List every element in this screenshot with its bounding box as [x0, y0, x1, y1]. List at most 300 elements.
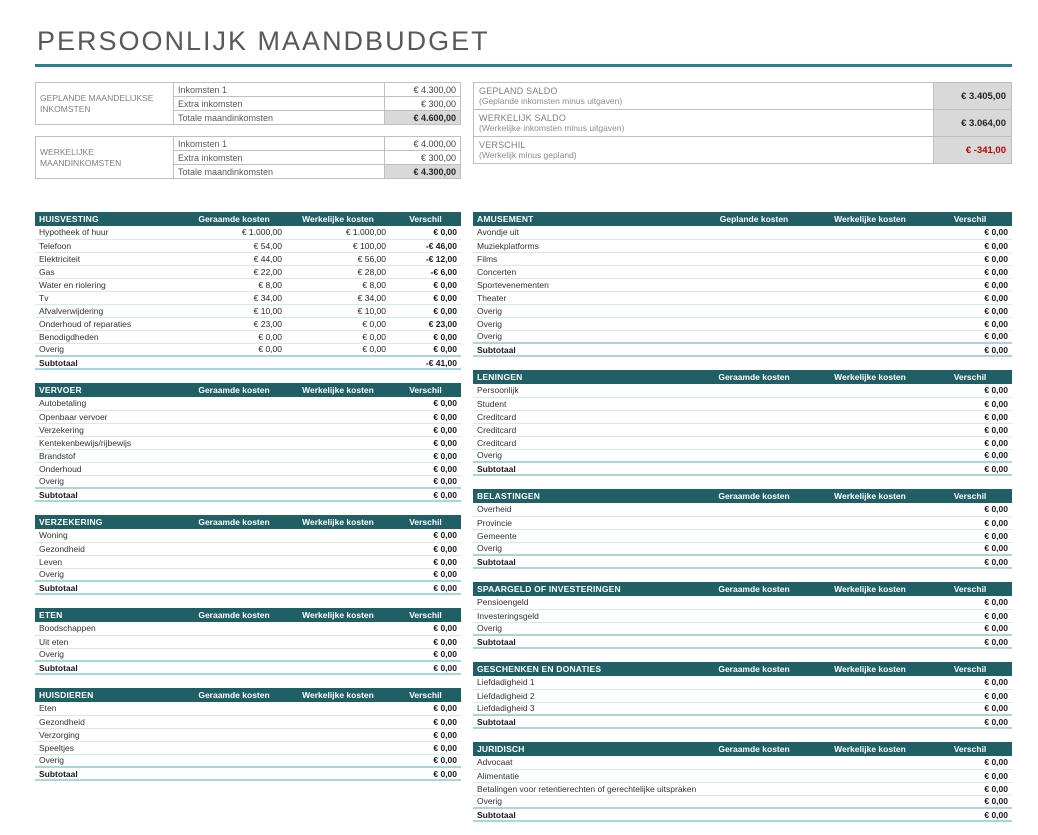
- value-cell[interactable]: [812, 436, 928, 449]
- value-cell[interactable]: [286, 715, 390, 728]
- column-header[interactable]: Geraamde kosten: [696, 489, 812, 503]
- row-label-cell[interactable]: Leven: [35, 555, 182, 568]
- column-header[interactable]: Verschil: [390, 688, 461, 702]
- value-cell[interactable]: [812, 676, 928, 689]
- table-title[interactable]: BELASTINGEN: [473, 489, 696, 503]
- row-label-cell[interactable]: Uit eten: [35, 635, 182, 648]
- value-cell[interactable]: € 0,00: [390, 702, 461, 715]
- value-cell[interactable]: [286, 702, 390, 715]
- row-label-cell[interactable]: Tv: [35, 291, 182, 304]
- value-cell[interactable]: € 0,00: [928, 503, 1012, 516]
- column-header[interactable]: Verschil: [928, 742, 1012, 756]
- saldo-value-cell[interactable]: € 3.064,00: [934, 110, 1012, 137]
- value-cell[interactable]: € 0,00: [928, 291, 1012, 304]
- row-label-cell[interactable]: Eten: [35, 702, 182, 715]
- value-cell[interactable]: € 0,00: [286, 317, 390, 330]
- row-label-cell[interactable]: Avondje uit: [473, 226, 696, 239]
- table-title[interactable]: ETEN: [35, 608, 182, 622]
- column-header[interactable]: Werkelijke kosten: [812, 582, 928, 596]
- value-cell[interactable]: € 34,00: [286, 291, 390, 304]
- row-label-cell[interactable]: Onderhoud of reparaties: [35, 317, 182, 330]
- value-cell[interactable]: [696, 423, 812, 436]
- value-cell[interactable]: € 34,00: [182, 291, 286, 304]
- saldo-value-cell[interactable]: € -341,00: [934, 137, 1012, 164]
- column-header[interactable]: Verschil: [928, 582, 1012, 596]
- row-label-cell[interactable]: Gemeente: [473, 529, 696, 542]
- value-cell[interactable]: [286, 475, 390, 488]
- column-header[interactable]: Werkelijke kosten: [812, 662, 928, 676]
- row-label-cell[interactable]: Afvalverwijdering: [35, 304, 182, 317]
- value-cell[interactable]: [812, 782, 928, 795]
- value-cell[interactable]: [696, 397, 812, 410]
- value-cell[interactable]: [286, 423, 390, 436]
- value-cell[interactable]: [812, 278, 928, 291]
- row-label-cell[interactable]: Overig: [473, 317, 696, 330]
- value-cell[interactable]: [812, 330, 928, 343]
- column-header[interactable]: Werkelijke kosten: [286, 383, 390, 397]
- subtotal-value-cell[interactable]: € 0,00: [928, 715, 1012, 728]
- column-header[interactable]: Geplande kosten: [696, 212, 812, 226]
- value-cell[interactable]: [286, 622, 390, 635]
- value-cell[interactable]: [812, 609, 928, 622]
- column-header[interactable]: Verschil: [390, 383, 461, 397]
- value-cell[interactable]: [182, 622, 286, 635]
- value-cell[interactable]: [696, 291, 812, 304]
- value-cell[interactable]: [182, 702, 286, 715]
- column-header[interactable]: Verschil: [928, 489, 1012, 503]
- value-cell[interactable]: [812, 715, 928, 728]
- row-label-cell[interactable]: Overig: [473, 622, 696, 635]
- value-cell[interactable]: [286, 529, 390, 542]
- table-title[interactable]: HUISVESTING: [35, 212, 182, 226]
- value-cell[interactable]: -€ 12,00: [390, 252, 461, 265]
- column-header[interactable]: Verschil: [390, 608, 461, 622]
- row-label-cell[interactable]: Overig: [35, 754, 182, 767]
- row-label-cell[interactable]: Gas: [35, 265, 182, 278]
- value-cell[interactable]: € 8,00: [286, 278, 390, 291]
- value-cell[interactable]: [696, 462, 812, 475]
- row-label-cell[interactable]: Sportevenementen: [473, 278, 696, 291]
- value-cell[interactable]: [696, 769, 812, 782]
- value-cell[interactable]: [812, 397, 928, 410]
- saldo-value-cell[interactable]: € 3.405,00: [934, 83, 1012, 110]
- saldo-label-cell[interactable]: [474, 110, 934, 137]
- value-cell[interactable]: € 0,00: [928, 252, 1012, 265]
- value-cell[interactable]: € 0,00: [928, 449, 1012, 462]
- row-label-cell[interactable]: Inkomsten 1: [174, 137, 385, 151]
- value-cell[interactable]: € 0,00: [182, 330, 286, 343]
- value-cell[interactable]: [696, 529, 812, 542]
- value-cell[interactable]: € 0,00: [928, 529, 1012, 542]
- row-label-cell[interactable]: Overig: [473, 449, 696, 462]
- row-label-cell[interactable]: Overig: [473, 330, 696, 343]
- value-cell[interactable]: € 0,00: [390, 568, 461, 581]
- value-cell[interactable]: € 0,00: [390, 635, 461, 648]
- column-header[interactable]: Geraamde kosten: [696, 370, 812, 384]
- value-cell[interactable]: [696, 503, 812, 516]
- value-cell[interactable]: € 0,00: [928, 689, 1012, 702]
- value-cell[interactable]: [812, 384, 928, 397]
- column-header[interactable]: Werkelijke kosten: [286, 515, 390, 529]
- row-label-cell[interactable]: Autobetaling: [35, 397, 182, 410]
- subtotal-label-cell[interactable]: Subtotaal: [473, 635, 696, 648]
- value-cell[interactable]: € 0,00: [928, 265, 1012, 278]
- value-cell[interactable]: [696, 304, 812, 317]
- row-label-cell[interactable]: Overig: [473, 542, 696, 555]
- value-cell[interactable]: € 0,00: [928, 304, 1012, 317]
- value-cell[interactable]: [286, 397, 390, 410]
- value-cell[interactable]: [696, 410, 812, 423]
- row-label-cell[interactable]: Water en riolering: [35, 278, 182, 291]
- value-cell[interactable]: € 8,00: [182, 278, 286, 291]
- value-cell[interactable]: [286, 410, 390, 423]
- value-cell[interactable]: [812, 343, 928, 356]
- column-header[interactable]: Werkelijke kosten: [286, 688, 390, 702]
- column-header[interactable]: Werkelijke kosten: [812, 489, 928, 503]
- subtotal-value-cell[interactable]: € 0,00: [928, 808, 1012, 821]
- value-cell[interactable]: € 44,00: [182, 252, 286, 265]
- column-header[interactable]: Geraamde kosten: [696, 662, 812, 676]
- row-label-cell[interactable]: Pensioengeld: [473, 596, 696, 609]
- subtotal-label-cell[interactable]: Subtotaal: [35, 661, 182, 674]
- row-label-cell[interactable]: Totale maandinkomsten: [174, 111, 385, 125]
- value-cell[interactable]: [812, 265, 928, 278]
- value-cell[interactable]: € 0,00: [928, 596, 1012, 609]
- saldo-label-cell[interactable]: [474, 83, 934, 110]
- row-label-cell[interactable]: Creditcard: [473, 436, 696, 449]
- subtotal-label-cell[interactable]: Subtotaal: [35, 356, 182, 369]
- value-cell[interactable]: € 0,00: [390, 622, 461, 635]
- row-label-cell[interactable]: Onderhoud: [35, 462, 182, 475]
- value-cell[interactable]: € 0,00: [928, 397, 1012, 410]
- row-label-cell[interactable]: Benodigdheden: [35, 330, 182, 343]
- column-header[interactable]: Werkelijke kosten: [812, 742, 928, 756]
- row-label-cell[interactable]: Advocaat: [473, 756, 696, 769]
- saldo-label-cell[interactable]: [474, 137, 934, 164]
- row-label-cell[interactable]: Extra inkomsten: [174, 97, 385, 111]
- value-cell[interactable]: [182, 715, 286, 728]
- row-label-cell[interactable]: Persoonlijk: [473, 384, 696, 397]
- value-cell[interactable]: [182, 449, 286, 462]
- row-label-cell[interactable]: Elektriciteit: [35, 252, 182, 265]
- row-label-cell[interactable]: Liefdadigheid 1: [473, 676, 696, 689]
- value-cell[interactable]: [812, 702, 928, 715]
- value-cell[interactable]: € 0,00: [928, 436, 1012, 449]
- row-label-cell[interactable]: Extra inkomsten: [174, 151, 385, 165]
- value-cell[interactable]: [696, 516, 812, 529]
- value-cell[interactable]: [182, 568, 286, 581]
- value-cell[interactable]: [812, 291, 928, 304]
- row-label-cell[interactable]: Overig: [473, 795, 696, 808]
- value-cell[interactable]: € 10,00: [182, 304, 286, 317]
- value-cell[interactable]: [696, 596, 812, 609]
- row-label-cell[interactable]: Brandstof: [35, 449, 182, 462]
- row-label-cell[interactable]: Openbaar vervoer: [35, 410, 182, 423]
- value-cell[interactable]: € 0,00: [390, 542, 461, 555]
- value-cell[interactable]: € 0,00: [286, 343, 390, 356]
- row-label-cell[interactable]: Theater: [473, 291, 696, 304]
- value-cell[interactable]: € 0,00: [928, 423, 1012, 436]
- value-cell[interactable]: € 0,00: [390, 449, 461, 462]
- value-cell[interactable]: [696, 795, 812, 808]
- value-cell[interactable]: [812, 635, 928, 648]
- value-cell[interactable]: [696, 226, 812, 239]
- value-cell[interactable]: [812, 449, 928, 462]
- value-cell[interactable]: [696, 343, 812, 356]
- value-cell[interactable]: € 0,00: [390, 330, 461, 343]
- subtotal-label-cell[interactable]: Subtotaal: [35, 581, 182, 594]
- value-cell[interactable]: [812, 756, 928, 769]
- value-cell[interactable]: [286, 741, 390, 754]
- value-cell[interactable]: [812, 769, 928, 782]
- table-title[interactable]: LENINGEN: [473, 370, 696, 384]
- value-cell[interactable]: [696, 702, 812, 715]
- row-label-cell[interactable]: Verzorging: [35, 728, 182, 741]
- table-title[interactable]: GESCHENKEN EN DONATIES: [473, 662, 696, 676]
- value-cell[interactable]: € 0,00: [390, 291, 461, 304]
- value-cell[interactable]: [696, 265, 812, 278]
- subtotal-label-cell[interactable]: Subtotaal: [473, 715, 696, 728]
- value-cell[interactable]: € 300,00: [385, 151, 461, 165]
- column-header[interactable]: Verschil: [390, 515, 461, 529]
- value-cell[interactable]: [696, 436, 812, 449]
- value-cell[interactable]: [182, 542, 286, 555]
- total-value-cell[interactable]: € 4.300,00: [385, 165, 461, 179]
- value-cell[interactable]: [812, 410, 928, 423]
- row-label-cell[interactable]: Investeringsgeld: [473, 609, 696, 622]
- value-cell[interactable]: € 0,00: [928, 226, 1012, 239]
- value-cell[interactable]: [286, 462, 390, 475]
- row-label-cell[interactable]: Boodschappen: [35, 622, 182, 635]
- value-cell[interactable]: € 0,00: [928, 410, 1012, 423]
- subtotal-value-cell[interactable]: € 0,00: [928, 343, 1012, 356]
- value-cell[interactable]: € 0,00: [390, 529, 461, 542]
- value-cell[interactable]: € 0,00: [390, 423, 461, 436]
- value-cell[interactable]: € 0,00: [928, 317, 1012, 330]
- row-label-cell[interactable]: Verzekering: [35, 423, 182, 436]
- value-cell[interactable]: [182, 475, 286, 488]
- value-cell[interactable]: € 100,00: [286, 239, 390, 252]
- value-cell[interactable]: [182, 555, 286, 568]
- subtotal-label-cell[interactable]: Subtotaal: [473, 343, 696, 356]
- value-cell[interactable]: [812, 542, 928, 555]
- value-cell[interactable]: [812, 304, 928, 317]
- value-cell[interactable]: [182, 436, 286, 449]
- row-label-cell[interactable]: Hypotheek of huur: [35, 226, 182, 239]
- row-label-cell[interactable]: Overig: [473, 304, 696, 317]
- value-cell[interactable]: [286, 449, 390, 462]
- planned-income-label-cell[interactable]: GEPLANDE MAANDELIJKSE INKOMSTEN: [36, 83, 174, 125]
- value-cell[interactable]: [696, 278, 812, 291]
- column-header[interactable]: Werkelijke kosten: [812, 370, 928, 384]
- value-cell[interactable]: [182, 661, 286, 674]
- value-cell[interactable]: [696, 317, 812, 330]
- value-cell[interactable]: [182, 410, 286, 423]
- value-cell[interactable]: € 0,00: [390, 436, 461, 449]
- value-cell[interactable]: -€ 6,00: [390, 265, 461, 278]
- value-cell[interactable]: [182, 741, 286, 754]
- column-header[interactable]: Verschil: [928, 212, 1012, 226]
- subtotal-value-cell[interactable]: € 0,00: [928, 635, 1012, 648]
- table-title[interactable]: HUISDIEREN: [35, 688, 182, 702]
- row-label-cell[interactable]: Creditcard: [473, 423, 696, 436]
- value-cell[interactable]: [696, 252, 812, 265]
- value-cell[interactable]: [286, 581, 390, 594]
- value-cell[interactable]: [812, 689, 928, 702]
- value-cell[interactable]: € 0,00: [182, 343, 286, 356]
- value-cell[interactable]: € 0,00: [390, 397, 461, 410]
- row-label-cell[interactable]: Gezondheid: [35, 715, 182, 728]
- value-cell[interactable]: € 0,00: [928, 516, 1012, 529]
- value-cell[interactable]: [182, 488, 286, 501]
- value-cell[interactable]: € 0,00: [390, 410, 461, 423]
- subtotal-value-cell[interactable]: -€ 41,00: [390, 356, 461, 369]
- value-cell[interactable]: [812, 317, 928, 330]
- column-header[interactable]: Geraamde kosten: [182, 212, 286, 226]
- total-value-cell[interactable]: € 4.600,00: [385, 111, 461, 125]
- value-cell[interactable]: [696, 622, 812, 635]
- subtotal-value-cell[interactable]: € 0,00: [390, 488, 461, 501]
- value-cell[interactable]: € 56,00: [286, 252, 390, 265]
- value-cell[interactable]: € 300,00: [385, 97, 461, 111]
- row-label-cell[interactable]: Overig: [35, 475, 182, 488]
- row-label-cell[interactable]: Overig: [35, 343, 182, 356]
- column-header[interactable]: Werkelijke kosten: [812, 212, 928, 226]
- row-label-cell[interactable]: Alimentatie: [473, 769, 696, 782]
- column-header[interactable]: Geraamde kosten: [696, 742, 812, 756]
- row-label-cell[interactable]: Liefdadigheid 2: [473, 689, 696, 702]
- value-cell[interactable]: € 0,00: [928, 756, 1012, 769]
- value-cell[interactable]: € 4.000,00: [385, 137, 461, 151]
- value-cell[interactable]: [182, 423, 286, 436]
- value-cell[interactable]: € 0,00: [390, 741, 461, 754]
- value-cell[interactable]: [182, 462, 286, 475]
- column-header[interactable]: Verschil: [928, 662, 1012, 676]
- value-cell[interactable]: € 0,00: [390, 343, 461, 356]
- column-header[interactable]: Geraamde kosten: [696, 582, 812, 596]
- value-cell[interactable]: [812, 423, 928, 436]
- value-cell[interactable]: € 0,00: [390, 226, 461, 239]
- column-header[interactable]: Geraamde kosten: [182, 515, 286, 529]
- value-cell[interactable]: [182, 648, 286, 661]
- row-label-cell[interactable]: Gezondheid: [35, 542, 182, 555]
- value-cell[interactable]: € 54,00: [182, 239, 286, 252]
- value-cell[interactable]: [812, 596, 928, 609]
- value-cell[interactable]: € 0,00: [286, 330, 390, 343]
- value-cell[interactable]: € 0,00: [390, 648, 461, 661]
- value-cell[interactable]: [286, 661, 390, 674]
- row-label-cell[interactable]: Creditcard: [473, 410, 696, 423]
- value-cell[interactable]: [812, 239, 928, 252]
- row-label-cell[interactable]: Overheid: [473, 503, 696, 516]
- value-cell[interactable]: [286, 356, 390, 369]
- value-cell[interactable]: € 0,00: [390, 475, 461, 488]
- value-cell[interactable]: [286, 635, 390, 648]
- value-cell[interactable]: € 0,00: [928, 676, 1012, 689]
- row-label-cell[interactable]: Films: [473, 252, 696, 265]
- value-cell[interactable]: € 0,00: [928, 782, 1012, 795]
- value-cell[interactable]: [286, 555, 390, 568]
- value-cell[interactable]: [696, 384, 812, 397]
- value-cell[interactable]: € 0,00: [928, 622, 1012, 635]
- value-cell[interactable]: [286, 436, 390, 449]
- table-title[interactable]: JURIDISCH: [473, 742, 696, 756]
- subtotal-label-cell[interactable]: Subtotaal: [473, 808, 696, 821]
- subtotal-value-cell[interactable]: € 0,00: [928, 555, 1012, 568]
- value-cell[interactable]: € 0,00: [928, 239, 1012, 252]
- value-cell[interactable]: [696, 542, 812, 555]
- value-cell[interactable]: € 0,00: [928, 609, 1012, 622]
- value-cell[interactable]: [286, 728, 390, 741]
- value-cell[interactable]: € 23,00: [182, 317, 286, 330]
- value-cell[interactable]: € 0,00: [928, 795, 1012, 808]
- column-header[interactable]: Geraamde kosten: [182, 688, 286, 702]
- value-cell[interactable]: [696, 756, 812, 769]
- subtotal-label-cell[interactable]: Subtotaal: [35, 767, 182, 780]
- column-header[interactable]: Verschil: [928, 370, 1012, 384]
- value-cell[interactable]: € 0,00: [390, 304, 461, 317]
- value-cell[interactable]: [812, 795, 928, 808]
- value-cell[interactable]: [286, 568, 390, 581]
- row-label-cell[interactable]: Totale maandinkomsten: [174, 165, 385, 179]
- value-cell[interactable]: [286, 754, 390, 767]
- value-cell[interactable]: [812, 503, 928, 516]
- value-cell[interactable]: € 0,00: [928, 278, 1012, 291]
- table-title[interactable]: AMUSEMENT: [473, 212, 696, 226]
- row-label-cell[interactable]: Muziekplatforms: [473, 239, 696, 252]
- table-title[interactable]: VERZEKERING: [35, 515, 182, 529]
- value-cell[interactable]: [812, 808, 928, 821]
- value-cell[interactable]: [696, 715, 812, 728]
- value-cell[interactable]: [182, 397, 286, 410]
- subtotal-value-cell[interactable]: € 0,00: [390, 661, 461, 674]
- row-label-cell[interactable]: Student: [473, 397, 696, 410]
- column-header[interactable]: Verschil: [390, 212, 461, 226]
- row-label-cell[interactable]: Speeltjes: [35, 741, 182, 754]
- column-header[interactable]: Werkelijke kosten: [286, 212, 390, 226]
- value-cell[interactable]: € 22,00: [182, 265, 286, 278]
- value-cell[interactable]: [812, 555, 928, 568]
- value-cell[interactable]: -€ 46,00: [390, 239, 461, 252]
- value-cell[interactable]: € 0,00: [390, 462, 461, 475]
- column-header[interactable]: Werkelijke kosten: [286, 608, 390, 622]
- value-cell[interactable]: [182, 728, 286, 741]
- value-cell[interactable]: [812, 622, 928, 635]
- value-cell[interactable]: [182, 635, 286, 648]
- value-cell[interactable]: [696, 808, 812, 821]
- value-cell[interactable]: € 0,00: [928, 769, 1012, 782]
- row-label-cell[interactable]: Concerten: [473, 265, 696, 278]
- row-label-cell[interactable]: Provincie: [473, 516, 696, 529]
- value-cell[interactable]: [286, 648, 390, 661]
- value-cell[interactable]: [812, 252, 928, 265]
- value-cell[interactable]: [696, 555, 812, 568]
- value-cell[interactable]: € 0,00: [928, 384, 1012, 397]
- value-cell[interactable]: € 0,00: [928, 702, 1012, 715]
- value-cell[interactable]: [182, 767, 286, 780]
- value-cell[interactable]: [696, 449, 812, 462]
- value-cell[interactable]: € 1.000,00: [286, 226, 390, 239]
- value-cell[interactable]: € 0,00: [390, 728, 461, 741]
- value-cell[interactable]: € 0,00: [390, 754, 461, 767]
- value-cell[interactable]: € 0,00: [390, 715, 461, 728]
- value-cell[interactable]: [812, 226, 928, 239]
- value-cell[interactable]: [696, 782, 812, 795]
- subtotal-value-cell[interactable]: € 0,00: [928, 462, 1012, 475]
- row-label-cell[interactable]: Betalingen voor retentierechten of gerechtelijke uitspraken: [473, 782, 696, 795]
- value-cell[interactable]: [182, 529, 286, 542]
- row-label-cell[interactable]: Inkomsten 1: [174, 83, 385, 97]
